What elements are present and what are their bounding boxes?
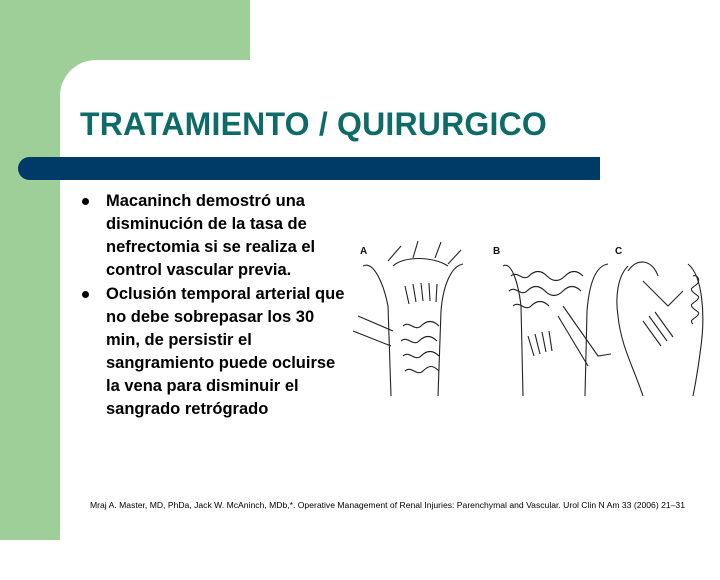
panel-c-drawing [617, 262, 703, 396]
panel-a-drawing [353, 241, 463, 396]
bullet-text: Oclusión temporal arterial que no debe sobrepasar los 30 min, de persistir el sangramiento puede ocluirse la vena para disminuir el sangrado retrógrado [106, 285, 345, 418]
bullet-item [80, 283, 350, 421]
bullet-item [80, 190, 350, 282]
panel-b-drawing [503, 264, 611, 396]
panel-label-b: B [493, 246, 501, 257]
bullet-dot-icon [82, 291, 89, 298]
panel-label-c: C [615, 246, 623, 257]
title-underline-bar [18, 157, 600, 180]
citation-footnote: Mraj A. Master, MD, PhDa, Jack W. McAninch, MDb,*. Operative Management of Renal Injuries: Parenchymal and Vascular. Urol Clin N Am 33 (2006) 21–31 [90, 500, 685, 510]
surgical-illustration [343, 236, 720, 396]
panel-label-a: A [360, 246, 368, 257]
slide-title: TRATAMIENTO / QUIRURGICO [80, 106, 548, 142]
bullet-dot-icon [82, 198, 89, 205]
bullet-text: Macaninch demostró una disminución de la tasa de nefrectomia si se realiza el control vascular previa. [106, 192, 316, 279]
bullet-list [80, 190, 350, 422]
